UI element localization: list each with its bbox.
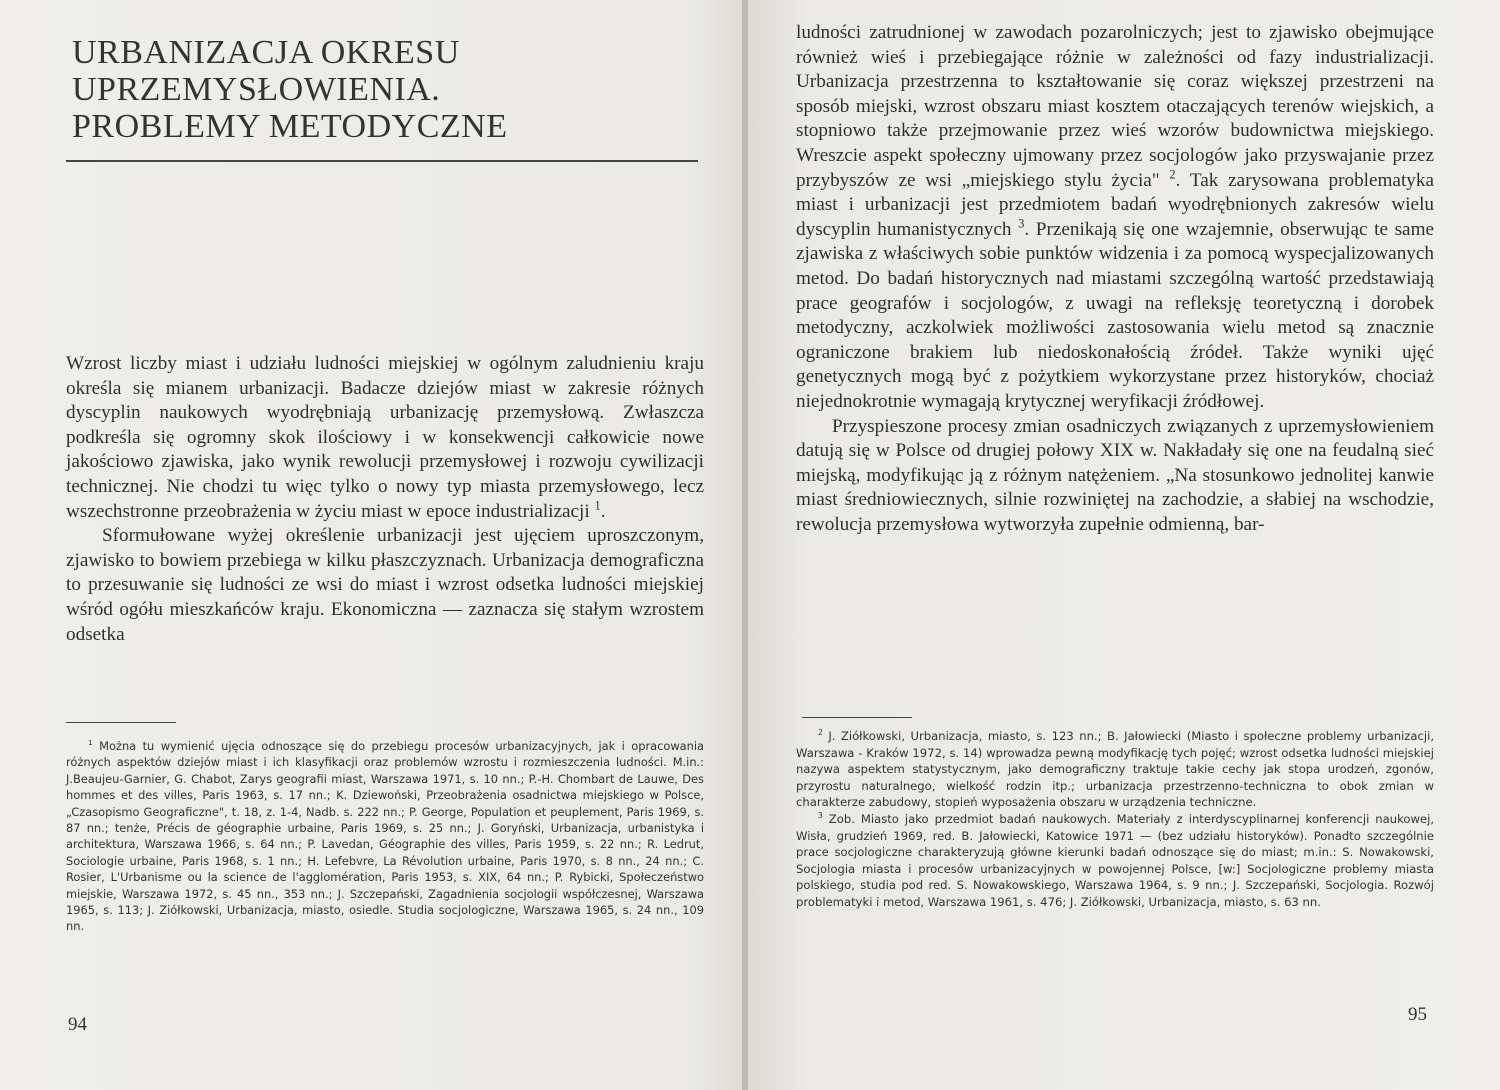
left-page [0, 0, 745, 1090]
footnote-3-text: Zob. Miasto jako przedmiot badań naukowych. Materiały z interdyscyplinarnej konferencji naukowej, Wisła, grudzień 1969, red. B. Jałowiecki, Katowice 1971 — (bez udziału historyków). Ponadto szczególnie prace socjologiczne charakteryzują główne kierunki badań odnoszące się do miast; m.in.: S. Nowakowski, Socjologia miasta i procesów urbanizacyjnych w powojennej Polsce, [w:] Socjologiczne problemy miasta polskiego, studia pod red. S. Nowakowskiego, Warszawa 1964, s. 9 nn.; J. Szczepański, Socjologia. Rozwój problematyki i metod, Warszawa 1961, s. 476; J. Ziółkowski, Urbanizacja, miasto, s. 63 nn. [796, 811, 1435, 909]
footnote-2-mark: 2 [818, 728, 823, 738]
right-paragraph-1-b: . Tak zarysowana problematyka miast i urbanizacji jest przedmiotem badań wyodrębnionych zakresów wielu dyscyplin humanistycznych [796, 169, 1434, 240]
footnote-ref-3: 3 [1018, 216, 1025, 231]
left-paragraph-1-end: . [600, 500, 606, 522]
right-paragraph-1-c: . Przenikają się one wzajemnie, obserwując te same zjawiska z właściwych sobie punktów widzenia i za pomocą wyspecjalizowanych metod. Do badań historycznych nad miastami szczególną wartość przedstawiają prace geografów i socjologów, z uwagi na refleksję teoretyczną i dorobek metodyczny, aczkolwiek możliwości zastosowania wielu metod są znacznie ograniczone brakiem lub niedoskonałością źródeł. Także wyniki ujęć genetycznych mogą być z pożytkiem wykorzystane przez historyków, chociaż niejednokrotnie wymagają krytycznej weryfikacji źródłowej. [796, 218, 1435, 412]
right-body-text [796, 21, 1434, 537]
footnote-1 [66, 738, 704, 935]
right-paragraph-2: Przyspieszone procesy zmian osadniczych związanych z uprzemysłowieniem datują się w Polsce od drugiej połowy XIX w. Nakładały się one na feudalną sieć miejską, modyfikując ją z różnym natężeniem. „Na stosunkowo jednolitej kanwie miast średniowiecznych, silnie rozwiniętej na zachodzie, a słabiej na wschodzie, rewolucja przemysłowa wytworzyła zupełnie odmienną, bar- [796, 415, 1434, 535]
left-paragraph-1-text: Wzrost liczby miast i udziału ludności miejskiej w ogólnym zaludnieniu kraju określa się mianem urbanizacji. Badacze dziejów miast w zakresie różnych dyscyplin naukowych wyodrębniają urbanizację przemysłową. Zwłaszcza podkreśla się ogromny skok ilościowy i w konsekwencji całkowicie nowe jakościowo zjawiska, jako wynik rewolucji przemysłowej i rozwoju cywilizacji technicznej. Nie chodzi tu więc tylko o nowy typ miasta przemysłowego, lecz wszechstronne przeobrażenia w życiu miast w epoce industrializacji [66, 353, 704, 522]
right-paragraph-1 [796, 21, 1434, 415]
footnote-1-mark: 1 [88, 738, 93, 748]
footnote-ref-2: 2 [1169, 167, 1176, 182]
left-paragraph-1 [66, 352, 704, 524]
right-paragraph-1-a: ludności zatrudnionej w zawodach pozarolniczych; jest to zjawisko obejmujące również wieś i przebiegające różnie w zależności od fazy industrializacji. Urbanizacja przestrzenna to kształtowanie się coraz większej przestrzeni na sposób miejski, wzrost obszaru miast kosztem otaczających terenów wiejskich, a stopniowo także przejmowanie przez wieś wzorów budownictwa miejskiego. Wreszcie aspekt społeczny ujmowany przez socjologów jako przyswajanie przez przybyszów ze wsi „miejskiego stylu życia" [796, 22, 1434, 191]
page-number-left: 94 [68, 1014, 87, 1035]
chapter-title [72, 34, 692, 145]
left-footnotes [66, 738, 704, 935]
left-body-text [66, 352, 704, 647]
footnote-1-text: Można tu wymienić ujęcia odnoszące się do przebiegu procesów urbanizacyjnych, jak i opracowania różnych aspektów dziejów miast i ich klasyfikacji oraz problemów wzrostu i rozmieszczenia ludności. M.in.: J.Beaujeu-Garnier, G. Chabot, Zarys geografii miast, Warszawa 1971, s. 10 nn.; P.-H. Chombart de Lauwe, Des hommes et des villes, Paris 1963, s. 17 nn.; K. Dziewoński, Przeobrażenia osadnictwa miejskiego w Polsce, „Czasopismo Geograficzne", t. 18, z. 1-4, Nadb. s. 222 nn.; P. George, Population et peuplement, Paris 1969, s. 87 nn.; tenże, Précis de géographie urbaine, Paris 1969, s. 25 nn.; J. Goryński, Urbanizacja, urbanistyka i architektura, Warszawa 1966, s. 64 nn.; P. Lavedan, Géographie des villes, Paris 1959, s. 22 nn.; R. Ledrut, Sociologie urbaine, Paris 1968, s. 1 nn.; H. Lefebvre, La Révolution urbaine, Paris 1970, s. 8 nn., 24 nn.; C. Rosier, L'Urbanisme ou la science de l'agglomération, Paris 1953, s. XIX, 64 nn.; P. Rybicki, Społeczeństwo miejskie, Warszawa 1972, s. 45 nn., 353 nn.; J. Szczepański, Zagadnienia socjologii współczesnej, Warszawa 1965, s. 113; J. Ziółkowski, Urbanizacja, miasto, osiedle. Studia socjologiczne, Warszawa 1965, s. 24 nn., 109 nn. [66, 739, 704, 934]
title-rule [66, 160, 698, 162]
right-footnotes [796, 728, 1434, 911]
left-paragraph-2: Sformułowane wyżej określenie urbanizacji jest ujęciem uproszczonym, zjawisko to bowiem przebiega w kilku płaszczyznach. Urbanizacja demograficzna to przesuwanie się ludności ze wsi do miast i wzrost odsetka ludności miejskiej wśród ogółu mieszkańców kraju. Ekonomiczna — zaznacza się stałym wzrostem odsetka [66, 525, 704, 645]
title-line-1: URBANIZACJA OKRESU [72, 34, 460, 71]
footnote-2-text: J. Ziółkowski, Urbanizacja, miasto, s. 123 nn.; B. Jałowiecki (Miasto i społeczne problemy urbanizacji, Warszawa - Kraków 1972, s. 14) wprowadza pewną modyfikację tych pojęć; wzrost odsetka ludności miejskiej nazywa aspektem statystycznym, jako demograficzny traktuje takie cechy jak stopa urodzeń, zgonów, przyrostu naturalnego, wielkość rodzin itp.; urbanizacja przestrzenno-techniczna to obok zmian w charakterze zabudowy, stopień wyposażenia obszaru w urządzenia techniczne. [796, 729, 1435, 810]
footnote-3-mark: 3 [818, 811, 823, 821]
title-line-2: UPRZEMYSŁOWIENIA. [72, 71, 441, 108]
footnote-2 [796, 728, 1434, 811]
left-footnote-rule [66, 722, 176, 723]
page-number-right: 95 [1408, 1004, 1427, 1025]
footnote-3 [796, 811, 1434, 911]
right-footnote-rule [802, 717, 912, 718]
footnote-ref-1: 1 [594, 498, 601, 513]
title-line-3: PROBLEMY METODYCZNE [72, 108, 508, 145]
